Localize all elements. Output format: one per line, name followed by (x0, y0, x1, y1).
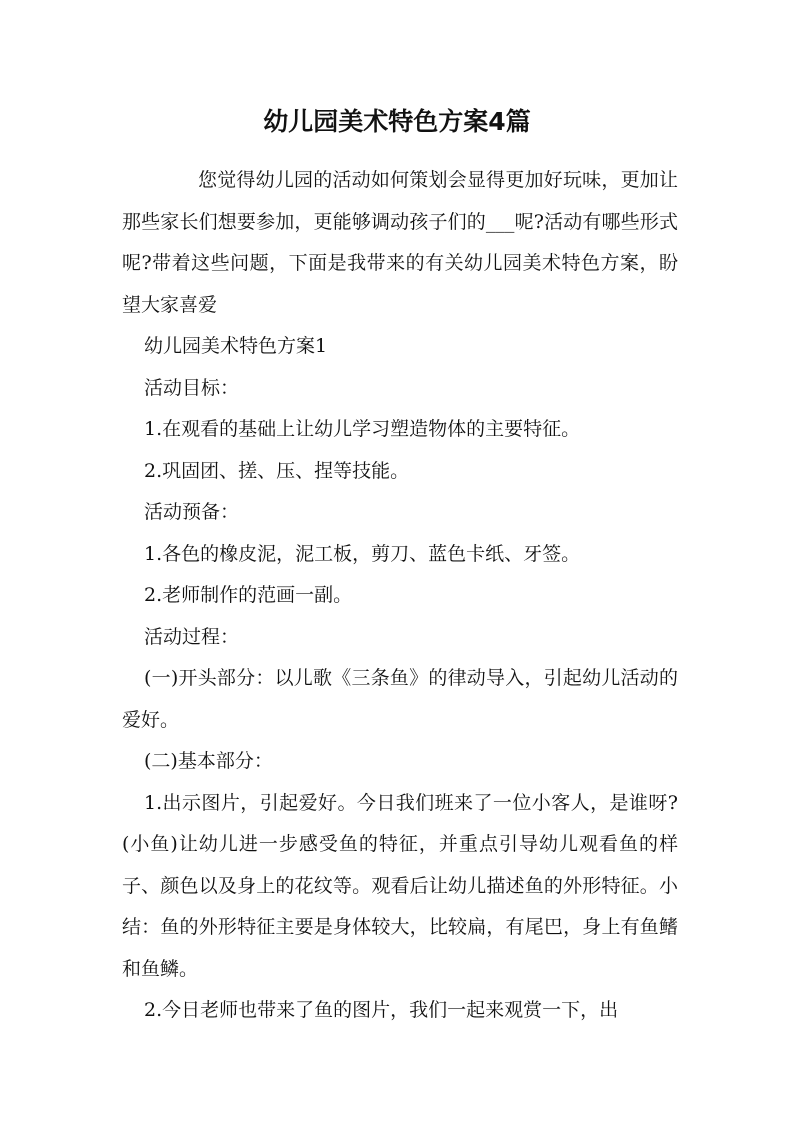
document-body (122, 160, 678, 1032)
process-step-1: 1.出示图片，引起爱好。今日我们班来了一位小客人，是谁呀?(小鱼)让幼儿进一步感受鱼的特征，并重点引导幼儿观看鱼的样子、颜色以及身上的花纹等。观看后让幼儿描述鱼的外形特征。小结：鱼的外形特征主要是身体较大，比较扁，有尾巴，身上有鱼鳍和鱼鳞。 (122, 791, 678, 980)
process-opening: (一)开头部分：以儿歌《三条鱼》的律动导入，引起幼儿活动的爱好。 (122, 667, 678, 731)
heading-basic-part: (二)基本部分： (144, 750, 273, 772)
goal-item-1: 1.在观看的基础上让幼儿学习塑造物体的主要特征。 (144, 418, 581, 440)
heading-activity-preparation: 活动预备： (144, 501, 240, 523)
preparation-item-2: 2.老师制作的范画一副。 (144, 584, 353, 606)
heading-activity-process: 活动过程： (144, 625, 240, 648)
preparation-item-1: 1.各色的橡皮泥，泥工板，剪刀、蓝色卡纸、牙签。 (144, 542, 581, 565)
intro-paragraph: 您觉得幼儿园的活动如何策划会显得更加好玩味，更加让那些家长们想要参加，更能够调动孩子们的___呢?活动有哪些形式呢?带着这些问题，下面是我带来的有关幼儿园美术特色方案，盼望大家喜爱 (122, 169, 678, 316)
heading-activity-goals: 活动目标： (144, 376, 240, 399)
section-heading-plan-1: 幼儿园美术特色方案1 (144, 335, 328, 357)
process-step-2: 2.今日老师也带来了鱼的图片，我们一起来观赏一下，出 (144, 999, 619, 1021)
document-title: 幼儿园美术特色方案4篇 (263, 107, 531, 136)
goal-item-2: 2.巩固团、搓、压、捏等技能。 (144, 459, 410, 482)
